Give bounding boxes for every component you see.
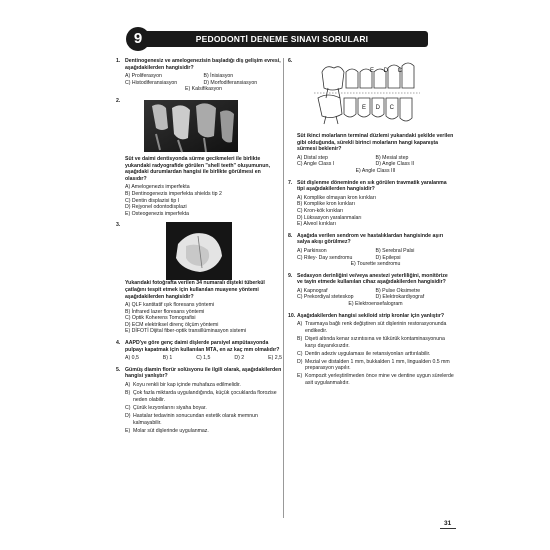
question-8 — [288, 233, 454, 246]
question-9 — [288, 273, 454, 286]
option-e[interactable]: E) 2,5 — [268, 355, 282, 362]
question-text: Sedasyon derinliğini ve/veya anestezi yeterliliğini, monitörize ve tayin etmede kullanılan cihaz aşağıdakilerden hangisidir? — [297, 272, 448, 286]
option-d[interactable]: D) Hastalar tedavinin sonucundan estetik olarak memnun kalmayabilir. — [125, 412, 258, 426]
option-e[interactable]: E) DİFOTİ Dijital fiber-optik transillüminasyon sistemi — [125, 328, 247, 335]
option-b[interactable]: B) Dişeti altında kenar sızıntısına ve tükürük kontaminasyonuna karşı dayanıksızdır. — [297, 335, 445, 349]
question-number: 5. — [116, 366, 121, 373]
question-3-options — [116, 302, 282, 335]
option-e[interactable]: E) Elektroensefalogram — [348, 301, 403, 308]
option-d[interactable]: D) Angle Class II — [375, 161, 415, 168]
option-d[interactable]: D) Rejyonel odontodisplazi — [125, 204, 187, 211]
option-d[interactable]: D) 2 — [234, 355, 245, 362]
question-6-options — [288, 155, 454, 175]
question-number: 7. — [288, 179, 293, 186]
option-e[interactable]: E) Angle Class III — [355, 167, 396, 174]
option-c[interactable]: C) Prekordiyal steteskop — [297, 294, 354, 301]
question-number: 6. — [288, 58, 293, 64]
left-column — [116, 58, 282, 436]
option-a[interactable]: A) Komplike olmayan kron kırıkları — [297, 194, 376, 201]
column-divider — [283, 58, 284, 518]
question-8-options — [288, 248, 454, 268]
option-c[interactable]: C) Angle Class I — [297, 161, 335, 168]
question-number: 4. — [116, 340, 121, 347]
right-column — [288, 58, 454, 388]
question-text: AAPD'ye göre genç daimi dişlerde parsiyel ampütasyonda pulpayı kapatmak için kullanılan MTA, en az kaç mm olmalıdır? — [125, 340, 280, 353]
option-b[interactable]: B) Komplike kron kırıkları — [297, 201, 355, 208]
question-number: 2. — [116, 97, 121, 104]
question-7 — [288, 180, 454, 193]
option-d[interactable]: D) Elektrokardiyograf — [375, 294, 425, 301]
page-number-rule — [440, 528, 456, 529]
question-number: 10. — [288, 312, 296, 319]
option-a[interactable]: A) QLF kantitatif ışık floresans yöntemi — [125, 302, 215, 309]
option-c[interactable]: C) Kron-kök kırıkları — [297, 207, 344, 214]
option-e[interactable]: E) Alveol kırıkları — [297, 221, 336, 228]
option-a[interactable]: A) Distal step — [297, 154, 328, 161]
tooth-photo-image — [116, 222, 282, 280]
question-text: Süt ikinci molarların terminal düzlemi yukarıdaki şekilde verilen gibi olduğunda, sürekli birinci molarların hangi kapanışta sürmesi beklenir? — [297, 133, 454, 153]
option-c[interactable]: C) Riley- Day sendromu — [297, 254, 353, 261]
upper-tooth-letters: E D C — [370, 68, 407, 74]
option-b[interactable]: B) Dentinogenezis imperfekta shields tip 2 — [125, 190, 222, 197]
option-c[interactable]: C) Dentin adeziv uygulaması ile retansiyonları arttırılabilir. — [297, 350, 431, 357]
question-3 — [116, 280, 282, 300]
header-title: PEDODONTİ DENEME SINAVI SORULARI — [136, 31, 428, 47]
question-number: 8. — [288, 232, 293, 239]
option-c[interactable]: C) Optik Koherens Tomografisi — [125, 315, 196, 322]
option-b[interactable]: B) 1 — [162, 355, 173, 362]
question-7-options — [288, 195, 454, 228]
option-c[interactable]: C) Dentin displazisi tip I — [125, 197, 180, 204]
question-text: Süt dişlenme döneminde en sık görülen travmatik yaralanma tipi aşağıdakilerden hangisidir? — [297, 179, 447, 193]
question-text: Yukarıdaki fotoğrafta verilen 34 numaralı dişteki tüberkül çatlağını tespit etmek için kullanılan muayene yöntemi aşağıdakilerden hangisidir? — [125, 280, 265, 300]
lower-tooth-letters: E D C — [362, 105, 399, 111]
question-1 — [116, 58, 282, 71]
option-b[interactable]: B) Serebral Palsi — [375, 247, 415, 254]
option-b[interactable]: B) Mesial step — [375, 154, 409, 161]
question-text: Aşağıda verilen sendrom ve hastalıklardan hangisinde aşırı salya akışı görülmez? — [297, 232, 444, 246]
option-a[interactable]: A) 0,5 — [125, 355, 139, 362]
question-10 — [288, 313, 454, 320]
question-1-options — [116, 73, 282, 93]
question-number: 1. — [116, 58, 121, 64]
page-number: 31 — [444, 520, 452, 527]
question-number: 3. — [116, 222, 121, 229]
question-2-options — [116, 184, 282, 217]
radiograph-image — [116, 98, 282, 156]
option-a[interactable]: A) Proliferasyon — [125, 73, 162, 80]
question-2 — [116, 156, 282, 182]
question-10-options — [288, 321, 454, 386]
option-a[interactable]: A) Travmaya bağlı renk değiştiren süt dişlerinin restorasyonunda endikedir. — [297, 321, 447, 334]
question-text: Dentinogenesiz ve amelogenezisin başladığı diş gelişim evresi, aşağıdakilerden hangisidir? — [125, 58, 281, 71]
option-e[interactable]: E) Tourette sendromu — [350, 261, 401, 268]
question-text: Aşağıdakilerden hangisi sekiloid strip kronlar için yanlıştır? — [297, 312, 445, 319]
option-e[interactable]: E) Kompozit yerleştirilmeden önce mine ve dentine uygun sürelerde asit uygulanmalıdır. — [297, 373, 454, 386]
option-b[interactable]: B) İnisiasyon — [203, 73, 234, 80]
option-e[interactable]: E) Kalsifikasyon — [185, 86, 222, 93]
question-5-options — [116, 382, 282, 434]
question-4-options — [116, 355, 282, 362]
question-6 — [288, 133, 454, 153]
option-c[interactable]: C) 1,5 — [196, 355, 211, 362]
option-b[interactable]: B) Pulse Oksimetre — [375, 287, 421, 294]
option-a[interactable]: A) Kapnograf — [297, 287, 328, 294]
option-a[interactable]: A) Parkinson — [297, 247, 327, 254]
option-d[interactable]: D) Epilepsi — [375, 254, 401, 261]
option-d[interactable]: D) Lüksasyon yaralanmaları — [297, 214, 362, 221]
option-b[interactable]: B) İnfrared lazer floresans yöntemi — [125, 308, 205, 315]
question-text: Süt ve daimi dentisyonda sürme gecikmeleri ile birlikte yukarıdaki radyografide görülen "shell teeth" oluşumunun, aşağıdaki durumlardan hangisi ile birlikte görülmesi en olasıdır? — [125, 155, 271, 182]
question-number: 9. — [288, 272, 293, 279]
option-e[interactable]: E) Osteogenezis imperfekta — [125, 210, 190, 217]
option-c[interactable]: C) Histodiferansiasyon — [125, 79, 178, 86]
option-d[interactable]: D) Mezial ve distalden 1 mm, bukkalden 1 mm, lingualden 0.5 mm preparasyon yapılır. — [297, 358, 450, 372]
option-e[interactable]: E) Molar süt dişlerinde uygulanmaz. — [125, 427, 209, 434]
option-d[interactable]: D) Morfodiferansiasyon — [203, 79, 258, 86]
question-5 — [116, 367, 282, 380]
option-b[interactable]: B) Çok fazla miktarda uygulandığında, küçük çocuklarda florozise neden olabilir. — [125, 390, 277, 403]
option-a[interactable]: A) Koyu renkli bir kap içinde muhafaza edilmelidir. — [125, 382, 241, 389]
question-4 — [116, 340, 282, 353]
header-number-badge: 9 — [126, 27, 150, 51]
option-c[interactable]: C) Çürük lezyonlarını siyaha boyar. — [125, 404, 207, 411]
question-9-options — [288, 288, 454, 308]
option-d[interactable]: D) ECM elektriksel direnç ölçüm yöntemi — [125, 321, 219, 328]
question-text: Gümüş diamin florür solüsyonu ile ilgili olarak, aşağıdakilerden hangisi yanlıştır? — [125, 366, 282, 380]
option-a[interactable]: A) Amelogenezis imperfekta — [125, 184, 190, 191]
